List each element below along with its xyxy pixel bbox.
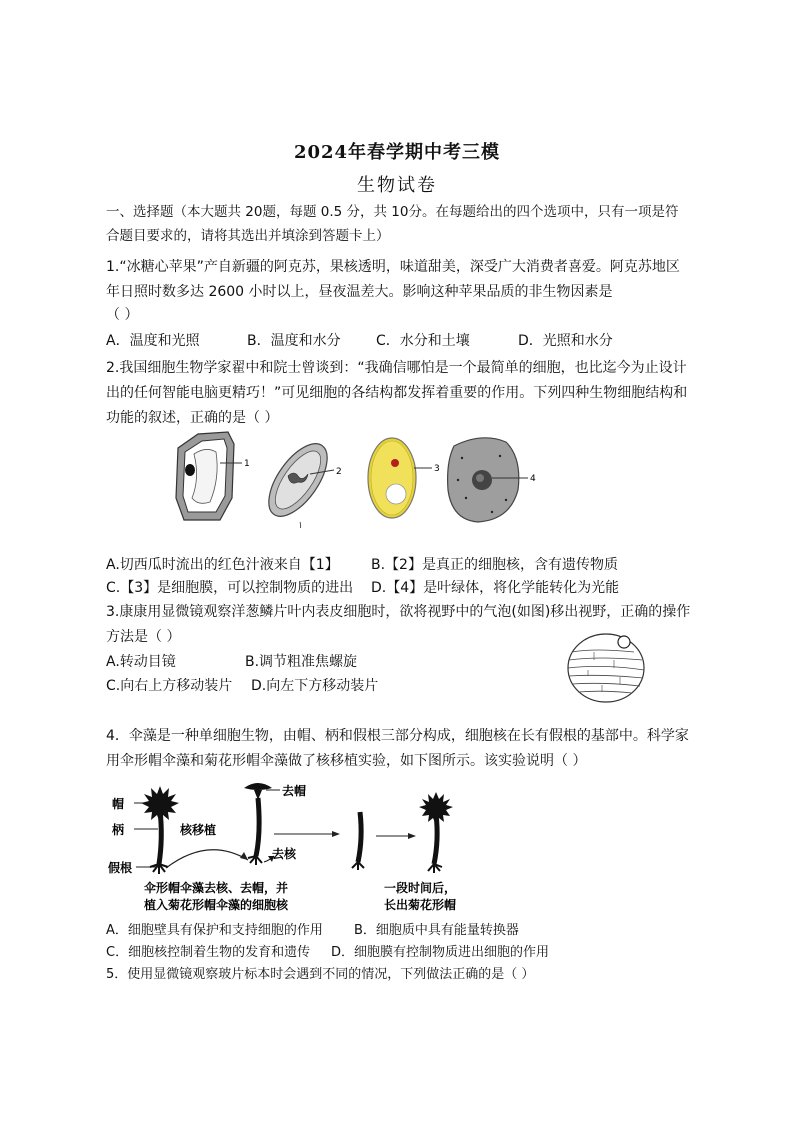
label-transplant: 核移植 (180, 823, 217, 837)
q3-option-b: B.调节粗准焦螺旋 (245, 654, 358, 670)
q2-option-a: A.切西瓜时流出的红色汁液来自【1】 (106, 557, 339, 573)
q2-option-b: B.【2】是真正的细胞核，含有遗传物质 (371, 557, 618, 573)
q1-option-b: B．温度和水分 (247, 333, 341, 349)
q1-option-a: A．温度和光照 (106, 333, 200, 349)
chrysanthemum-cap-acetabularia (141, 786, 179, 874)
regrown-chrysanthemum-cap (419, 792, 453, 873)
q1-stem-line3: （ ） (106, 307, 139, 323)
q2-option-c: C.【3】是细胞膜，可以控制物质的进出 (106, 580, 354, 596)
q1-stem-line1: 1.“冰糖心苹果”产自新疆的阿克苏，果核透明，味道甜美，深受广大消费者喜爱。阿克苏地区 (106, 259, 680, 275)
caption-right-line1: 一段时间后， (384, 881, 457, 895)
caption-right-line2: 长出菊花形帽 (384, 898, 457, 912)
q1-stem-line2: 年日照时数多达 2600 小时以上，昼夜温差大。影响这种苹果品质的非生物因素是 (106, 284, 613, 300)
q1-option-c: C．水分和土壤 (376, 333, 470, 349)
cell-structures-figure (170, 428, 550, 528)
q4-stem-line2: 用伞形帽伞藻和菊花形帽伞藻做了核移植实验，如下图所示。该实验说明（ ） (106, 753, 587, 769)
q4-option-c: C．细胞核控制着生物的发育和遗传 (106, 945, 311, 960)
caption-left-line1: 伞形帽伞藻去核、去帽，并 (144, 881, 289, 895)
label-rhizoid: 假根 (108, 861, 133, 875)
q4-option-a: A．细胞壁具有保护和支持细胞的作用 (106, 923, 323, 938)
q1-option-d: D．光照和水分 (518, 333, 613, 349)
q3-stem-line1: 3.康康用显微镜观察洋葱鳞片叶内表皮细胞时，欲将视野中的气泡(如图)移出视野，正确的操作 (106, 604, 691, 620)
q4-option-d: D．细胞膜有控制物质进出细胞的作用 (331, 945, 550, 960)
q2-option-d: D.【4】是叶绿体，将化学能转化为光能 (371, 580, 620, 596)
q2-stem-line2: 出的任何智能电脑更精巧！”可见细胞的各结构都发挥着重要的作用。下列四种生物细胞结构和 (106, 385, 688, 401)
label-remove-cap: 去帽 (282, 784, 307, 798)
animal-cell-diagram (448, 438, 536, 522)
label-stalk: 柄 (112, 823, 125, 837)
q3-stem-line2: 方法是（ ） (106, 629, 181, 645)
q4-stem-line1: 4．伞藻是一种单细胞生物，由帽、柄和假根三部分构成，细胞核在长有假根的基部中。科学家 (106, 728, 689, 744)
capless-stalk-acetabularia (352, 812, 364, 870)
umbrella-cap-acetabularia (244, 783, 274, 865)
q2-stem-line3: 功能的叙述，正确的是（ ） (106, 410, 279, 426)
label-1: 1 (244, 459, 250, 469)
label-remove-nucleus: 去核 (272, 847, 297, 861)
page-title: 2024年春学期中考三模 (293, 142, 501, 163)
caption-left-line2: 植入菊花形帽伞藻的细胞核 (144, 898, 289, 912)
q4-option-b: B．细胞质中具有能量转换器 (354, 923, 519, 938)
q3-option-a: A.转动目镜 (106, 654, 176, 670)
section-instructions-line1: 一、选择题（本大题共 20题，每题 0.5 分，共 10分。在每题给出的四个选项中，只有一项是符 (106, 204, 679, 220)
q2-stem-line1: 2.我国细胞生物学家翟中和院士曾谈到：“我确信哪怕是一个最简单的细胞，也比迄今为止设计 (106, 360, 687, 376)
q5-stem-line1: 5．使用显微镜观察玻片标本时会遇到不同的情况，下列做法正确的是（ ） (106, 967, 535, 982)
section-instructions-line2: 合题目要求的，请将其选出并填涂到答题卡上） (106, 228, 390, 244)
q3-option-c: C.向右上方移动装片 (106, 678, 233, 694)
label-cap: 帽 (112, 797, 125, 811)
microscope-field-figure (564, 630, 654, 710)
label-4: 4 (530, 474, 536, 484)
label-2: 2 (336, 467, 342, 477)
acetabularia-transplant-figure (108, 778, 488, 918)
yeast-cell-diagram (368, 438, 440, 518)
label-3: 3 (434, 464, 440, 474)
page-subtitle: 生物试卷 (357, 175, 437, 196)
plant-cell-diagram (176, 432, 250, 520)
air-bubble (618, 636, 630, 648)
q3-option-d: D.向左下方移动装片 (251, 678, 379, 694)
bacterium-diagram (258, 434, 342, 528)
